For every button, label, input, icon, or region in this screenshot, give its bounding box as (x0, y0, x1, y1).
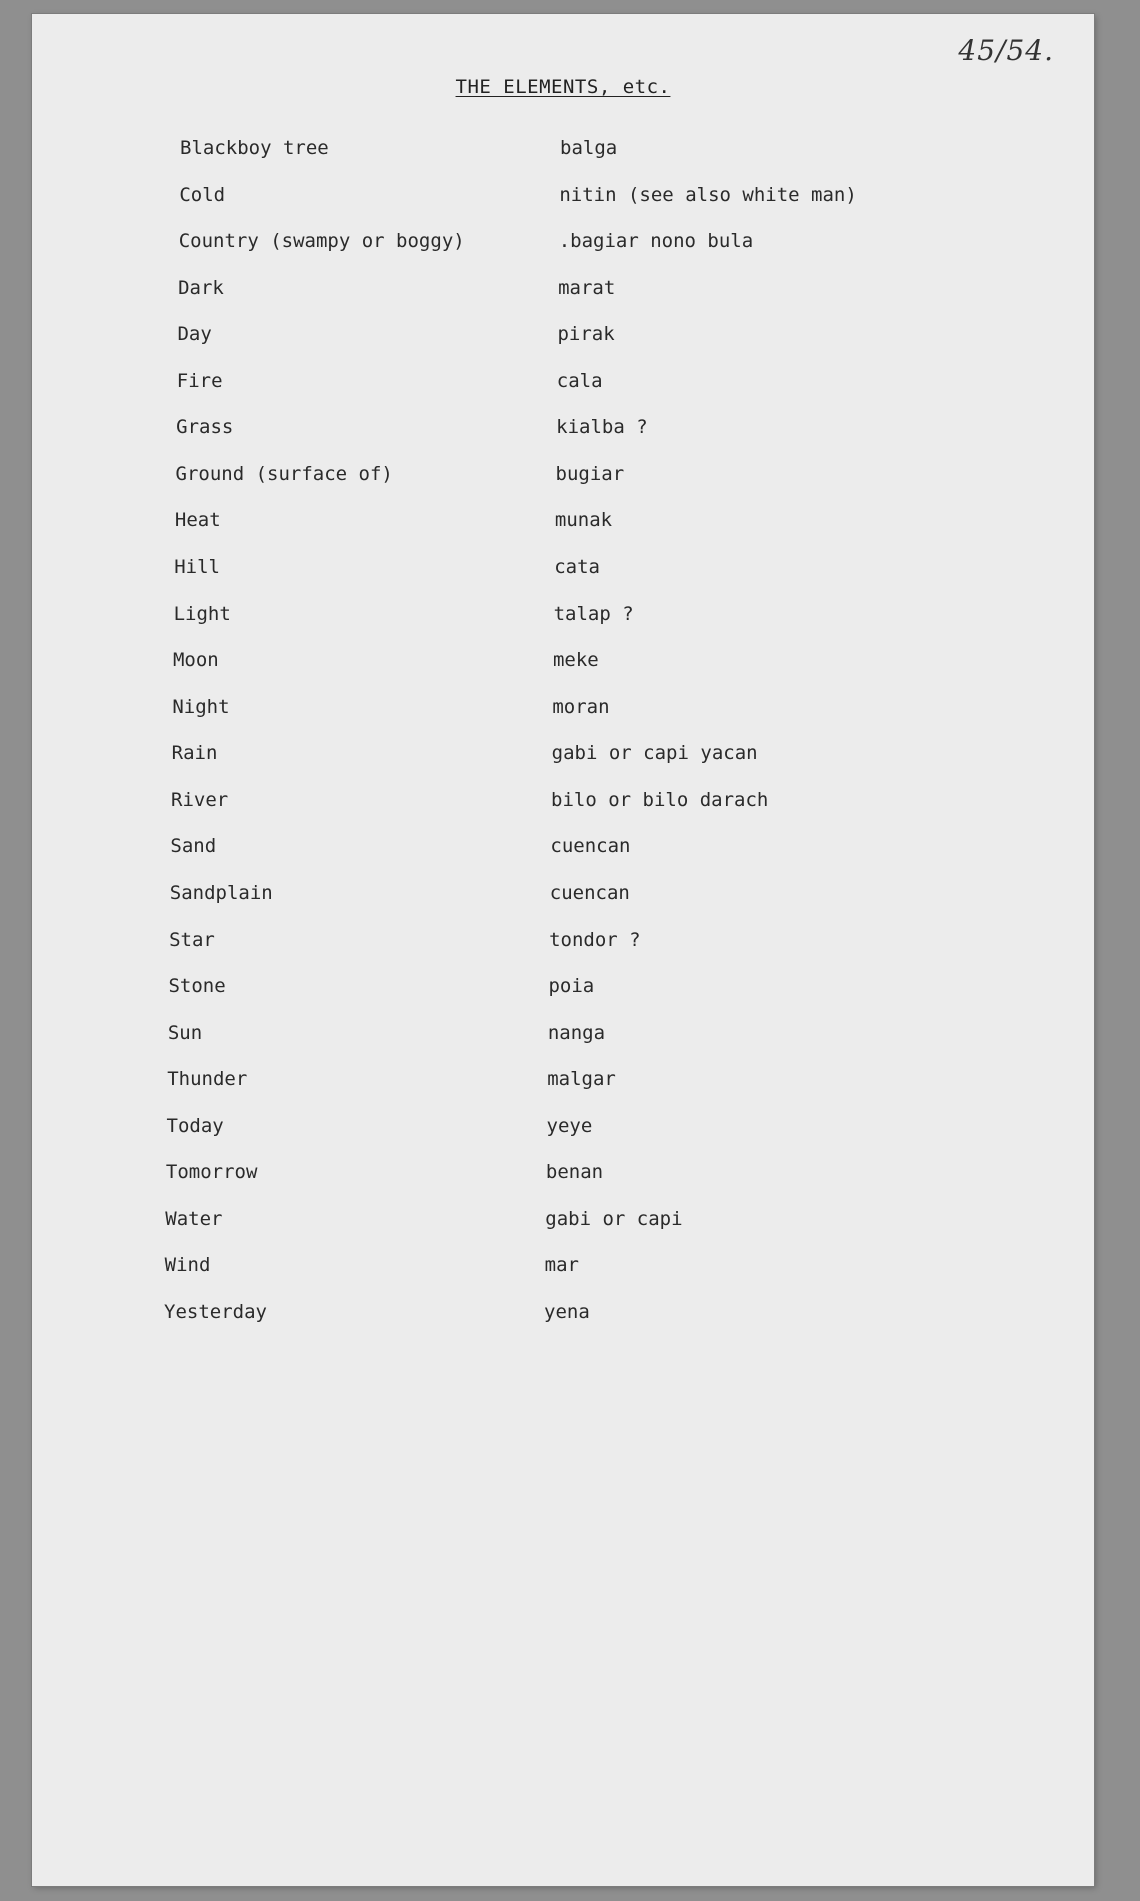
vocab-gloss: gabi or capi yacan (551, 742, 758, 765)
vocab-gloss: nanga (547, 1021, 606, 1044)
vocab-term: Water (165, 1207, 223, 1230)
page-number: 45/54. (958, 34, 1054, 67)
vocab-term: Night (172, 695, 230, 718)
vocab-term: Cold (179, 183, 226, 206)
vocab-term: Ground (surface of) (175, 462, 393, 485)
vocab-term: Stone (168, 975, 226, 998)
vocab-term: Blackboy tree (180, 137, 329, 159)
vocab-gloss: .bagiar nono bula (558, 230, 754, 253)
vocab-term: River (171, 788, 229, 811)
vocab-term: Yesterday (164, 1301, 267, 1323)
vocab-term: Tomorrow (165, 1161, 258, 1184)
vocab-term: Hill (174, 556, 220, 579)
vocab-gloss: moran (552, 695, 610, 718)
vocab-gloss: malgar (547, 1068, 616, 1091)
vocab-gloss: yena (544, 1301, 590, 1323)
vocab-term: Star (169, 928, 215, 951)
vocab-term: Light (173, 602, 231, 625)
vocab-term: Dark (178, 276, 224, 299)
vocab-term: Fire (176, 369, 223, 392)
vocab-gloss: balga (560, 137, 618, 159)
vocab-gloss: talap ? (553, 602, 634, 625)
vocab-gloss: benan (545, 1161, 604, 1184)
vocab-gloss: cuencan (549, 881, 630, 904)
vocab-gloss: bilo or bilo darach (551, 788, 769, 811)
vocab-term: Sun (167, 1021, 203, 1044)
vocab-term: Day (177, 323, 212, 346)
vocab-gloss: nitin (see also white man) (559, 183, 857, 206)
vocab-term: Sandplain (169, 881, 273, 904)
vocab-gloss: marat (558, 276, 616, 299)
vocab-gloss: poia (548, 975, 595, 998)
vocab-term: Moon (172, 649, 219, 672)
vocab-term: Sand (170, 835, 217, 858)
vocab-term: Country (swampy or boggy) (178, 230, 465, 253)
vocab-gloss: mar (544, 1254, 579, 1277)
vocab-term: Wind (164, 1254, 211, 1277)
document-page (32, 14, 1094, 1886)
vocab-gloss: tondor ? (549, 928, 641, 951)
vocab-gloss: cala (556, 369, 603, 392)
vocab-gloss: yeye (546, 1114, 593, 1137)
vocab-term: Today (166, 1114, 224, 1137)
vocab-gloss: meke (552, 649, 599, 672)
vocab-gloss: munak (554, 509, 613, 532)
vocab-term: Thunder (167, 1068, 248, 1091)
vocab-gloss: pirak (557, 323, 615, 346)
vocab-gloss: cuencan (550, 835, 631, 858)
vocab-gloss: cata (554, 556, 600, 579)
vocab-gloss: gabi or capi (545, 1207, 683, 1230)
page-title-text: THE ELEMENTS, etc. (455, 76, 671, 98)
vocab-gloss: bugiar (555, 462, 625, 485)
vocab-term: Grass (176, 416, 234, 439)
vocab-term: Heat (174, 509, 221, 532)
vocab-gloss: kialba ? (556, 416, 648, 439)
vocabulary-list (32, 14, 1094, 1886)
vocab-term: Rain (171, 742, 218, 765)
